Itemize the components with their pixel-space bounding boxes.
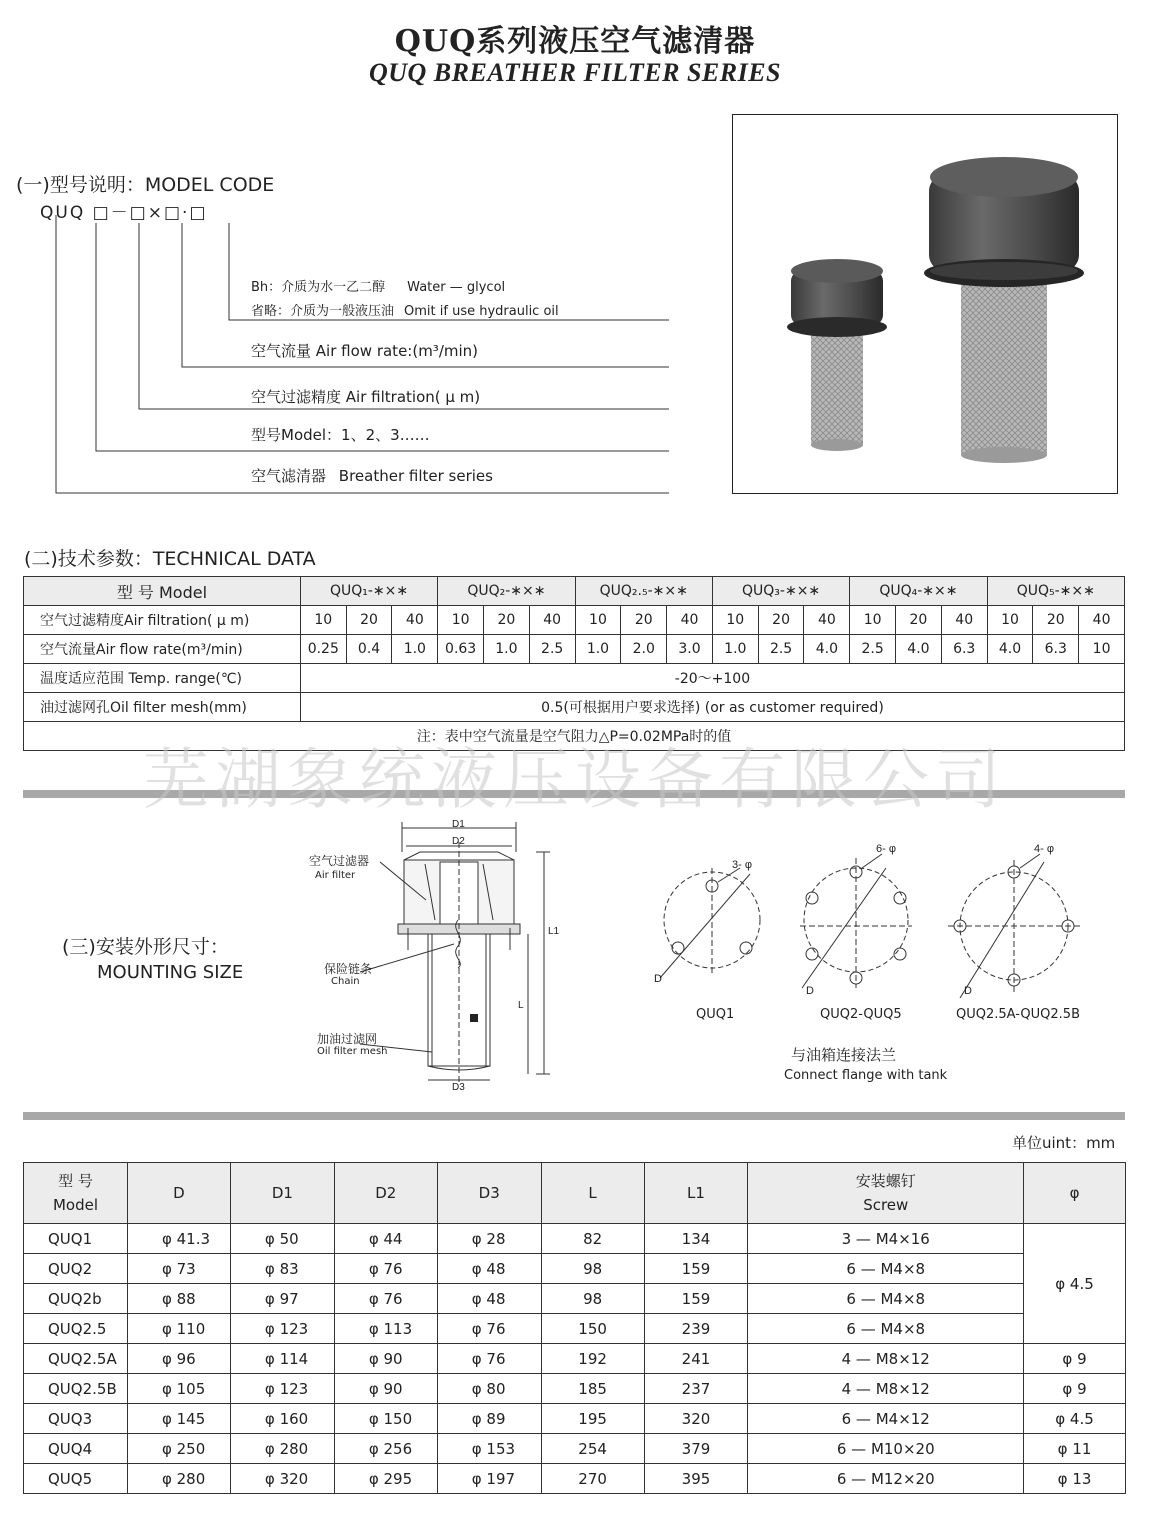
tech-cell: 1.0	[575, 635, 621, 664]
dims-d1-cell: φ 320	[230, 1464, 334, 1494]
dims-l-cell: 185	[541, 1374, 644, 1404]
tech-model-quq5: QUQ₅-∗×∗	[987, 577, 1124, 606]
tech-row-label: 温度适应范围 Temp. range(℃)	[24, 664, 301, 693]
tech-note-row	[24, 722, 1125, 751]
dims-model-cell: QUQ2b	[24, 1284, 128, 1314]
table-row	[24, 1404, 1126, 1434]
dims-d2-cell: φ 113	[334, 1314, 437, 1344]
dims-header-l: L	[541, 1163, 644, 1224]
tech-row-label: 油过滤网孔Oil filter mesh(mm)	[24, 693, 301, 722]
dims-model-cell: QUQ5	[24, 1464, 128, 1494]
label-air-filter-cn: 空气过滤器	[309, 854, 370, 868]
dims-l-cell: 270	[541, 1464, 644, 1494]
breather-filter-image	[733, 115, 1117, 493]
tech-cell: 40	[804, 606, 850, 635]
dims-header-l1: L1	[644, 1163, 748, 1224]
dims-d2-cell: φ 76	[334, 1254, 437, 1284]
tech-cell: 10	[1079, 635, 1125, 664]
tech-cell: 2.5	[758, 635, 804, 664]
tech-cell: 6.3	[1033, 635, 1079, 664]
dims-model-cell: QUQ2	[24, 1254, 128, 1284]
dims-d1-cell: φ 123	[230, 1374, 334, 1404]
dims-d3-cell: φ 48	[437, 1284, 541, 1314]
label-air-filter-en: Air filter	[315, 870, 356, 881]
dims-l-cell: 192	[541, 1344, 644, 1374]
dims-model-cell: QUQ2.5A	[24, 1344, 128, 1374]
tech-cell: 0.63	[438, 635, 484, 664]
tech-model-header: 型 号 Model	[24, 577, 301, 606]
dims-l1-cell: 241	[644, 1344, 748, 1374]
tech-cell: 20	[484, 606, 530, 635]
dims-l-cell: 98	[541, 1254, 644, 1284]
tech-heading: (二)技术参数：TECHNICAL DATA	[24, 548, 316, 570]
label-mesh-en: Oil filter mesh	[317, 1046, 388, 1057]
dims-l1-cell: 159	[644, 1284, 748, 1314]
dims-d1-cell: φ 97	[230, 1284, 334, 1314]
dims-l1-cell: 320	[644, 1404, 748, 1434]
tech-cell: 20	[1033, 606, 1079, 635]
tech-row-label: 空气流量Air flow rate(m³/min)	[24, 635, 301, 664]
tech-row-label: 空气过滤精度Air filtration( μ m)	[24, 606, 301, 635]
dims-phi-cell: φ 11	[1024, 1434, 1126, 1464]
dims-header-d1: D1	[230, 1163, 334, 1224]
dims-d1-cell: φ 160	[230, 1404, 334, 1434]
dims-d3-cell: φ 89	[437, 1404, 541, 1434]
table-row	[24, 1284, 1126, 1314]
tech-mesh-row	[24, 693, 1125, 722]
dims-l-cell: 98	[541, 1284, 644, 1314]
dims-phi-cell: φ 13	[1024, 1464, 1126, 1494]
tech-cell: 1.0	[392, 635, 438, 664]
dims-header-d3: D3	[437, 1163, 541, 1224]
dims-l-cell: 150	[541, 1314, 644, 1344]
dims-d3-cell: φ 28	[437, 1224, 541, 1254]
tech-temp-row	[24, 664, 1125, 693]
mounting-heading-en: MOUNTING SIZE	[97, 962, 244, 983]
tech-cell: 10	[300, 606, 346, 635]
tech-cell: 10	[438, 606, 484, 635]
table-row	[24, 1434, 1126, 1464]
flange3-name: QUQ2.5A-QUQ2.5B	[956, 1007, 1081, 1022]
tech-note: 注：表中空气流量是空气阻力△P=0.02MPa时的值	[24, 722, 1125, 751]
flange3-holes: 4- φ	[1034, 843, 1054, 855]
dims-d1-cell: φ 280	[230, 1434, 334, 1464]
label-chain-en: Chain	[331, 976, 360, 987]
dim-d1: D1	[452, 819, 465, 830]
dims-screw-cell: 6 — M12×20	[748, 1464, 1024, 1494]
tech-header-row	[24, 577, 1125, 606]
dims-d2-cell: φ 295	[334, 1464, 437, 1494]
dims-d-cell: φ 250	[127, 1434, 230, 1464]
dims-l1-cell: 239	[644, 1314, 748, 1344]
dims-header-row	[24, 1163, 1126, 1224]
dims-l1-cell: 237	[644, 1374, 748, 1404]
tech-cell: 3.0	[667, 635, 713, 664]
tech-cell: 20	[758, 606, 804, 635]
dims-d-cell: φ 96	[127, 1344, 230, 1374]
dims-screw-cell: 6 — M4×8	[748, 1314, 1024, 1344]
dim-d3: D3	[452, 1082, 465, 1092]
tech-cell: 2.5	[529, 635, 575, 664]
company-watermark: 芜湖象统液压设备有限公司	[143, 741, 1007, 818]
tech-airflow-row	[24, 635, 1125, 664]
tech-mesh-value: 0.5(可根据用户要求选择) (or as customer required)	[300, 693, 1124, 722]
dimensions-table	[23, 1162, 1126, 1494]
tech-cell: 40	[941, 606, 987, 635]
flange1-d: D	[654, 973, 662, 985]
tech-cell: 40	[1079, 606, 1125, 635]
dim-d2: D2	[452, 836, 465, 847]
dims-header-model: 型 号 Model	[24, 1163, 128, 1224]
dims-d3-cell: φ 48	[437, 1254, 541, 1284]
tech-cell: 10	[712, 606, 758, 635]
flange-caption-en: Connect flange with tank	[784, 1068, 948, 1083]
dims-d2-cell: φ 90	[334, 1344, 437, 1374]
dims-l1-cell: 159	[644, 1254, 748, 1284]
dims-phi-cell: φ 4.5	[1024, 1224, 1126, 1344]
dim-l1: L1	[548, 926, 560, 937]
dims-model-cell: QUQ2.5	[24, 1314, 128, 1344]
dims-d2-cell: φ 44	[334, 1224, 437, 1254]
dims-d2-cell: φ 256	[334, 1434, 437, 1464]
tech-cell: 40	[392, 606, 438, 635]
dims-d1-cell: φ 114	[230, 1344, 334, 1374]
dims-screw-cell: 6 — M4×8	[748, 1284, 1024, 1314]
tech-model-quq2: QUQ₂-∗×∗	[438, 577, 575, 606]
tech-cell: 4.0	[804, 635, 850, 664]
dims-d3-cell: φ 76	[437, 1344, 541, 1374]
tech-filtration-row	[24, 606, 1125, 635]
table-row	[24, 1374, 1126, 1404]
dims-d-cell: φ 88	[127, 1284, 230, 1314]
label-chain-cn: 保险链条	[324, 962, 373, 976]
tech-cell: 20	[346, 606, 392, 635]
dims-phi-cell: φ 4.5	[1024, 1404, 1126, 1434]
mounting-heading-cn: (三)安装外形尺寸：	[62, 936, 229, 958]
tech-temp-value: -20～+100	[300, 664, 1124, 693]
dims-d1-cell: φ 50	[230, 1224, 334, 1254]
page-title-en: QUQ BREATHER FILTER SERIES	[368, 58, 782, 87]
label-mesh-cn: 加油过滤网	[317, 1032, 378, 1046]
dims-l-cell: 82	[541, 1224, 644, 1254]
dims-l-cell: 254	[541, 1434, 644, 1464]
table-row	[24, 1344, 1126, 1374]
dims-d3-cell: φ 80	[437, 1374, 541, 1404]
tech-cell: 2.0	[621, 635, 667, 664]
dims-screw-cell: 6 — M4×8	[748, 1254, 1024, 1284]
tech-cell: 4.0	[987, 635, 1033, 664]
dims-d-cell: φ 41.3	[127, 1224, 230, 1254]
tech-cell: 40	[667, 606, 713, 635]
tech-cell: 0.25	[300, 635, 346, 664]
dims-d-cell: φ 73	[127, 1254, 230, 1284]
tech-cell: 1.0	[712, 635, 758, 664]
flange3-d: D	[964, 985, 972, 997]
dims-d-cell: φ 145	[127, 1404, 230, 1434]
dims-d3-cell: φ 76	[437, 1314, 541, 1344]
dims-header-screw: 安装螺钉 Screw	[748, 1163, 1024, 1224]
dims-screw-cell: 4 — M8×12	[748, 1344, 1024, 1374]
dims-model-cell: QUQ3	[24, 1404, 128, 1434]
dims-d-cell: φ 110	[127, 1314, 230, 1344]
tech-cell: 1.0	[484, 635, 530, 664]
dims-d-cell: φ 280	[127, 1464, 230, 1494]
dims-l1-cell: 379	[644, 1434, 748, 1464]
tech-cell: 2.5	[850, 635, 896, 664]
flange-caption-cn: 与油箱连接法兰	[791, 1046, 897, 1064]
model-code-item-model: 型号Model：1、2、3……	[251, 426, 430, 444]
dims-l-cell: 195	[541, 1404, 644, 1434]
product-photo	[732, 114, 1118, 494]
dims-screw-cell: 3 — M4×16	[748, 1224, 1024, 1254]
dims-d2-cell: φ 76	[334, 1284, 437, 1314]
tech-cell: 40	[529, 606, 575, 635]
model-code-item-omit: 省略：介质为一般液压油 Omit if use hydraulic oil	[251, 304, 559, 319]
dims-header-phi: φ	[1024, 1163, 1126, 1224]
dims-screw-cell: 6 — M10×20	[748, 1434, 1024, 1464]
dims-l1-cell: 134	[644, 1224, 748, 1254]
dims-d-cell: φ 105	[127, 1374, 230, 1404]
dims-l1-cell: 395	[644, 1464, 748, 1494]
tech-cell: 10	[987, 606, 1033, 635]
dims-screw-cell: 6 — M4×12	[748, 1404, 1024, 1434]
model-code-item-series: 空气滤清器 Breather filter series	[251, 467, 493, 485]
tech-model-quq1: QUQ₁-∗×∗	[300, 577, 437, 606]
tech-cell: 4.0	[896, 635, 942, 664]
dims-d2-cell: φ 150	[334, 1404, 437, 1434]
tech-model-quq4: QUQ₄-∗×∗	[850, 577, 987, 606]
dim-l: L	[518, 1000, 524, 1011]
table-row	[24, 1314, 1126, 1344]
tech-model-quq25: QUQ₂.₅-∗×∗	[575, 577, 712, 606]
page-title-cn: QUQ系列液压空气滤清器	[394, 24, 756, 59]
dims-screw-cell: 4 — M8×12	[748, 1374, 1024, 1404]
dims-d1-cell: φ 83	[230, 1254, 334, 1284]
tech-cell: 0.4	[346, 635, 392, 664]
flange2-holes: 6- φ	[876, 843, 896, 855]
dims-phi-cell: φ 9	[1024, 1374, 1126, 1404]
unit-label: 单位uint：mm	[1012, 1134, 1116, 1152]
flange1-holes: 3- φ	[732, 859, 752, 871]
dims-d2-cell: φ 90	[334, 1374, 437, 1404]
table-row	[24, 1224, 1126, 1254]
model-code-item-bh: Bh：介质为水一乙二醇 Water — glycol	[251, 280, 506, 295]
dims-d3-cell: φ 153	[437, 1434, 541, 1464]
tech-cell: 6.3	[941, 635, 987, 664]
table-row	[24, 1254, 1126, 1284]
flange1-name: QUQ1	[696, 1007, 735, 1022]
dims-d3-cell: φ 197	[437, 1464, 541, 1494]
model-code-pattern: QUQ □－□×□·□	[40, 203, 208, 223]
tech-cell: 10	[575, 606, 621, 635]
dims-phi-cell: φ 9	[1024, 1344, 1126, 1374]
flange2-d: D	[806, 985, 814, 997]
flange-diagrams	[640, 838, 1090, 998]
dims-d1-cell: φ 123	[230, 1314, 334, 1344]
flange2-name: QUQ2-QUQ5	[820, 1007, 902, 1022]
dims-model-cell: QUQ4	[24, 1434, 128, 1464]
model-code-heading: (一)型号说明：MODEL CODE	[16, 174, 275, 196]
tech-cell: 20	[896, 606, 942, 635]
dims-model-cell: QUQ2.5B	[24, 1374, 128, 1404]
technical-data-table	[23, 576, 1125, 751]
tech-cell: 10	[850, 606, 896, 635]
dims-header-d: D	[127, 1163, 230, 1224]
model-code-item-airflow: 空气流量 Air flow rate:(m³/min)	[251, 342, 479, 360]
dims-header-d2: D2	[334, 1163, 437, 1224]
tech-cell: 20	[621, 606, 667, 635]
dims-model-cell: QUQ1	[24, 1224, 128, 1254]
model-code-item-filtration: 空气过滤精度 Air filtration( μ m)	[251, 388, 481, 406]
tech-model-quq3: QUQ₃-∗×∗	[712, 577, 849, 606]
table-row	[24, 1464, 1126, 1494]
